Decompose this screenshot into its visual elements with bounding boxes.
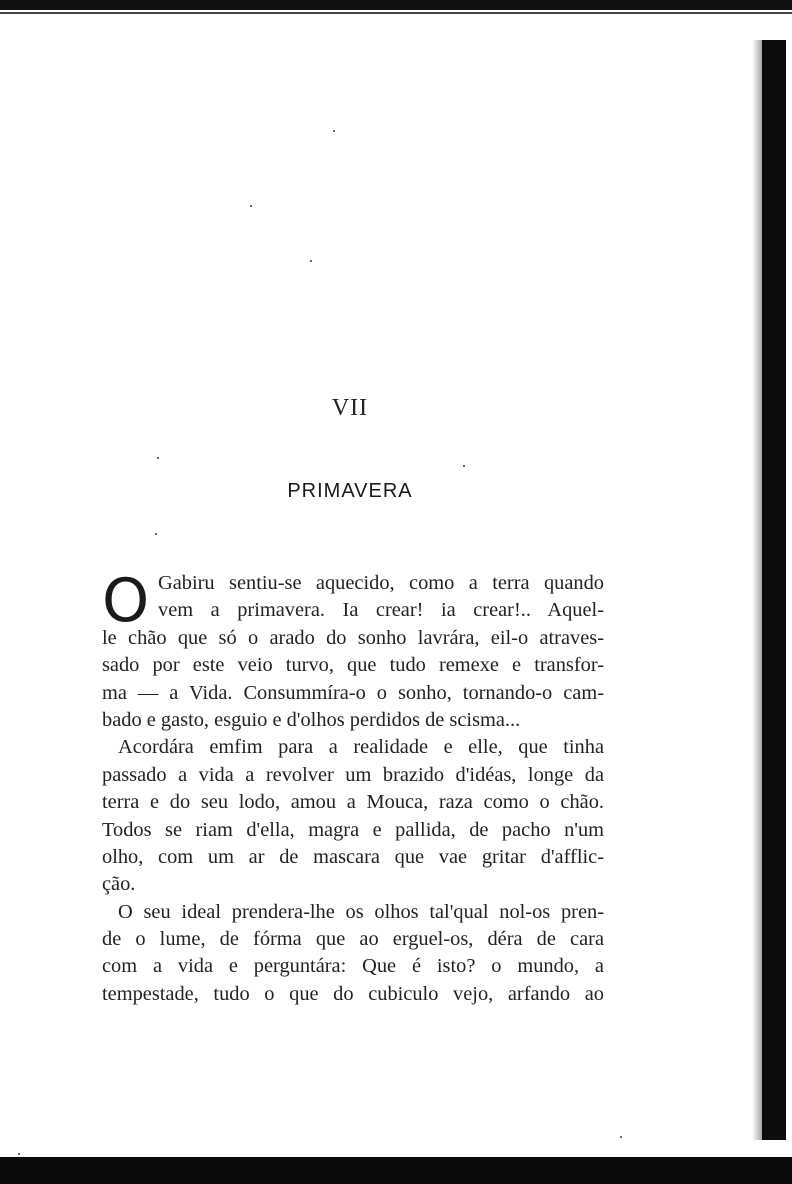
scan-speck — [310, 260, 312, 262]
drop-cap: O — [102, 566, 150, 636]
scan-top-border — [0, 0, 792, 10]
scan-speck — [250, 205, 252, 207]
text-line: bado e gasto, esguio e d'olhos perdidos de scisma... — [102, 708, 521, 731]
text-line: olho, com um ar de mascara que vae gritar d'afflic- — [102, 845, 604, 868]
text-line: ma — a Vida. Consummíra-o o sonho, tornando-o cam- — [102, 681, 604, 704]
text-line: le chão que só o arado do sonho lavrára, eil-o atraves- — [102, 626, 604, 649]
scan-bottom-border — [0, 1157, 792, 1184]
text-line: tempestade, tudo o que do cubiculo vejo, arfando ao — [102, 982, 604, 1005]
text-line: Todos se riam d'ella, magra e pallida, de pacho n'um — [102, 818, 604, 841]
scan-speck — [620, 1136, 622, 1138]
text-line: Acordára emfim para a realidade e elle, que tinha — [118, 736, 604, 759]
chapter-number: VII — [331, 395, 369, 421]
chapter-title: PRIMAVERA — [287, 480, 413, 502]
text-line: terra e do seu lodo, amou a Mouca, raza como o chão. — [102, 791, 604, 814]
scan-top-rule — [0, 12, 792, 14]
scan-right-shadow — [752, 40, 762, 1140]
scan-speck — [333, 130, 335, 132]
scan-speck — [463, 465, 465, 467]
text-line: vem a primavera. Ia crear! ia crear!.. Aquel- — [158, 599, 604, 622]
scan-speck — [18, 1153, 20, 1155]
text-line: de o lume, de fórma que ao erguel-os, déra de cara — [102, 928, 604, 951]
text-line: com a vida e perguntára: Que é isto? o mundo, a — [102, 955, 604, 978]
scan-speck — [155, 533, 157, 535]
text-line: sado por este veio turvo, que tudo remexe e transfor- — [102, 654, 604, 677]
text-line: Gabiru sentiu-se aquecido, como a terra quando — [158, 572, 604, 594]
text-line: passado a vida a revolver um brazido d'idéas, longe da — [102, 763, 604, 786]
text-line: ção. — [102, 873, 136, 896]
body-text — [102, 566, 604, 1008]
scan-right-border — [762, 40, 786, 1140]
scan-speck — [157, 457, 159, 459]
text-line: O seu ideal prendera-lhe os olhos tal'qual nol-os pren- — [118, 900, 604, 923]
